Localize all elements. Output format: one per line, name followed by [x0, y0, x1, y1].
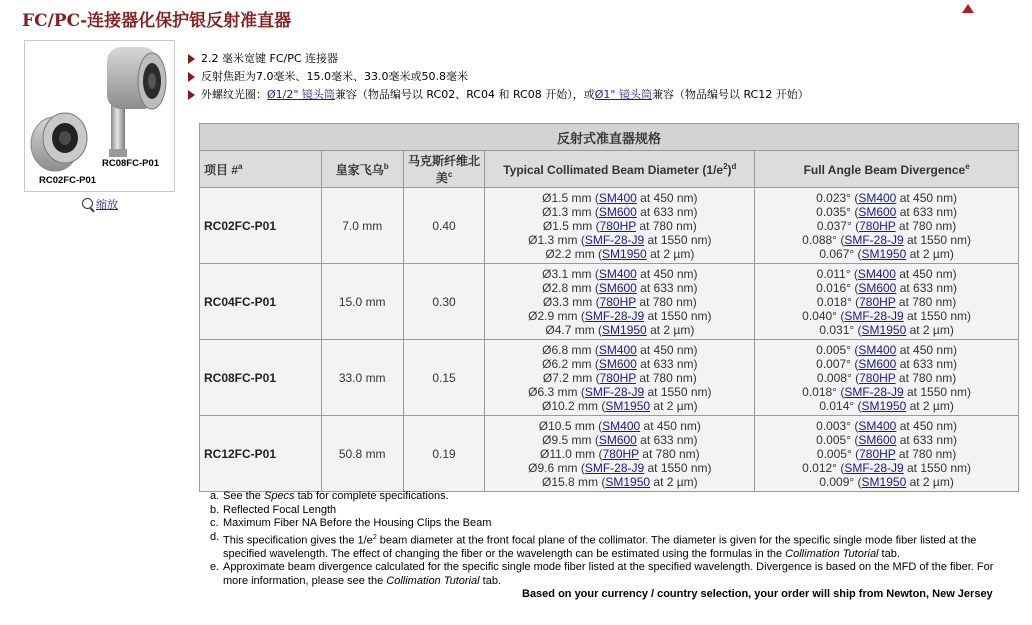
- fiber-link[interactable]: SM400: [598, 190, 637, 205]
- spec-line: Ø6.2 mm (SM600 at 633 nm): [542, 356, 698, 371]
- table-row: [200, 188, 1019, 264]
- cell-divergence: [755, 188, 1019, 264]
- feature-item: [188, 68, 809, 86]
- fiber-link[interactable]: SM1950: [861, 474, 907, 489]
- fiber-link[interactable]: 780HP: [602, 446, 639, 461]
- spec-line: Ø10.5 mm (SM400 at 450 nm): [538, 418, 701, 433]
- fiber-link[interactable]: 780HP: [859, 446, 896, 461]
- spec-line: 0.008° (780HP at 780 nm): [816, 370, 957, 385]
- cell-beam-diameter: [485, 188, 755, 264]
- table-caption: 反射式准直器规格: [200, 124, 1019, 151]
- spec-line: 0.009° (SM1950 at 2 µm): [819, 474, 954, 489]
- one-inch-lens-tube-link[interactable]: Ø1" 镜头筒: [594, 88, 652, 101]
- spec-line: Ø2.2 mm (SM1950 at 2 µm): [545, 246, 695, 261]
- fiber-link[interactable]: 780HP: [859, 218, 896, 233]
- fiber-link[interactable]: SMF-28-J9: [584, 460, 645, 475]
- magnifier-icon: [82, 198, 93, 209]
- col-header-item: 项目 #$^a$: [200, 151, 322, 188]
- bullet-arrow-icon: [188, 54, 195, 64]
- fiber-link[interactable]: SM600: [598, 204, 637, 219]
- fiber-link[interactable]: SM1950: [861, 322, 907, 337]
- spec-line: 0.031° (SM1950 at 2 µm): [819, 322, 954, 337]
- cell-fiber-na: 0.15: [403, 340, 485, 416]
- spec-line: 0.037° (780HP at 780 nm): [816, 218, 957, 233]
- spec-line: Ø1.3 mm (SMF-28-J9 at 1550 nm): [528, 232, 712, 247]
- cell-focal-length: 7.0 mm: [321, 188, 403, 264]
- fiber-link[interactable]: 780HP: [599, 218, 637, 233]
- fiber-link[interactable]: SM1950: [602, 246, 647, 261]
- product-photo[interactable]: [24, 40, 175, 192]
- photo-label-rc08: RC08FC-P01: [102, 158, 160, 169]
- cell-beam-diameter: [485, 340, 755, 416]
- fiber-link[interactable]: SM600: [598, 356, 637, 371]
- fiber-link[interactable]: SMF-28-J9: [844, 308, 904, 323]
- feature-text: 外螺纹光圈：: [201, 88, 267, 101]
- fiber-link[interactable]: SM400: [858, 190, 897, 205]
- spec-line: 0.012° (SMF-28-J9 at 1550 nm): [802, 460, 972, 475]
- footnotes: [210, 490, 1000, 588]
- spec-line: 0.018° (SMF-28-J9 at 1550 nm): [802, 384, 972, 399]
- footnote-d: d. This specification gives the $1/e^2$ beam diameter at the front focal plane of the collimator. The diameter is given for the specific single mode fiber listed at the specified wavelength. The effect of changing the fiber or the wavelength can be estimated using the formulas in the Collimation Tutorial tab.: [210, 530, 977, 560]
- spec-line: Ø6.8 mm (SM400 at 450 nm): [542, 342, 698, 357]
- footnote-b: b. Reflected Focal Length: [210, 503, 337, 516]
- fiber-link[interactable]: SM600: [858, 204, 897, 219]
- feature-text: 兼容（物品编号以 RC02、RC04 和 RC08 开始），或: [334, 88, 595, 101]
- fiber-link[interactable]: SM400: [858, 342, 897, 357]
- fiber-link[interactable]: SMF-28-J9: [844, 232, 904, 247]
- cell-fiber-na: 0.40: [403, 188, 485, 264]
- spec-line: Ø7.2 mm (780HP at 780 nm): [542, 370, 697, 385]
- feature-item: [188, 50, 809, 68]
- spec-line: Ø6.3 mm (SMF-28-J9 at 1550 nm): [528, 384, 712, 399]
- cell-divergence: [755, 264, 1019, 340]
- fiber-link[interactable]: SM600: [858, 432, 897, 447]
- spec-table: [199, 123, 1019, 492]
- cell-fiber-na: 0.30: [403, 264, 485, 340]
- table-row: [200, 264, 1019, 340]
- spec-line: 0.023° (SM400 at 450 nm): [816, 190, 958, 205]
- spec-line: 0.016° (SM600 at 633 nm): [816, 280, 958, 295]
- spec-line: Ø2.8 mm (SM600 at 633 nm): [542, 280, 698, 295]
- fiber-link[interactable]: 780HP: [859, 370, 896, 385]
- spec-line: 0.007° (SM600 at 633 nm): [816, 356, 958, 371]
- col-header-focal-length: 皇家飞乌$^b$: [321, 151, 403, 188]
- spec-line: 0.067° (SM1950 at 2 µm): [819, 246, 954, 261]
- fiber-link[interactable]: SM1950: [605, 398, 651, 413]
- fiber-link[interactable]: SM400: [598, 342, 637, 357]
- fiber-link[interactable]: 780HP: [859, 294, 896, 309]
- fiber-link[interactable]: SM600: [598, 432, 637, 447]
- spec-line: 0.005° (780HP at 780 nm): [816, 446, 957, 461]
- spec-line: Ø10.2 mm (SM1950 at 2 µm): [542, 398, 698, 413]
- spec-line: Ø3.1 mm (SM400 at 450 nm): [542, 266, 698, 281]
- spec-line: 0.035° (SM600 at 633 nm): [816, 204, 958, 219]
- table-row: [200, 416, 1019, 492]
- bullet-arrow-icon: [188, 72, 195, 82]
- fiber-link[interactable]: SM1950: [861, 246, 907, 261]
- fiber-link[interactable]: SM400: [858, 418, 897, 433]
- cell-item-number: RC02FC-P01: [200, 188, 322, 264]
- back-to-top-arrow-icon[interactable]: [962, 4, 974, 13]
- spec-line: Ø2.9 mm (SMF-28-J9 at 1550 nm): [528, 308, 712, 323]
- fiber-link[interactable]: 780HP: [599, 294, 637, 309]
- feature-item: [188, 86, 809, 104]
- cell-focal-length: 50.8 mm: [321, 416, 403, 492]
- fiber-link[interactable]: SMF-28-J9: [584, 384, 645, 399]
- spec-line: Ø1.5 mm (SM400 at 450 nm): [542, 190, 698, 205]
- cell-divergence: [755, 416, 1019, 492]
- spec-line: 0.011° (SM400 at 450 nm): [816, 266, 957, 281]
- fiber-link[interactable]: SM1950: [602, 322, 647, 337]
- fiber-link[interactable]: SMF-28-J9: [844, 384, 904, 399]
- footnote-c: c. Maximum Fiber NA Before the Housing Clips the Beam: [210, 517, 492, 529]
- fiber-link[interactable]: SM400: [857, 266, 896, 281]
- fiber-link[interactable]: SM600: [598, 280, 637, 295]
- bullet-arrow-icon: [188, 90, 195, 100]
- spec-line: 0.040° (SMF-28-J9 at 1550 nm): [802, 308, 972, 323]
- cell-beam-diameter: [485, 416, 755, 492]
- spec-line: Ø9.6 mm (SMF-28-J9 at 1550 nm): [528, 460, 712, 475]
- cell-focal-length: 33.0 mm: [321, 340, 403, 416]
- spec-line: Ø1.5 mm (780HP at 780 nm): [542, 218, 697, 233]
- spec-line: Ø15.8 mm (SM1950 at 2 µm): [542, 474, 698, 489]
- zoom-control[interactable]: [82, 196, 118, 212]
- col-header-fiber-na: 马克斯纤维北美$^c$: [403, 151, 485, 188]
- table-row: [200, 340, 1019, 416]
- feature-text: 反射焦距为7.0毫米、15.0毫米、33.0毫米或50.8毫米: [201, 70, 468, 83]
- spec-line: 0.005° (SM600 at 633 nm): [816, 432, 958, 447]
- spec-line: Ø9.5 mm (SM600 at 633 nm): [542, 432, 698, 447]
- cell-divergence: [755, 340, 1019, 416]
- cell-beam-diameter: [485, 264, 755, 340]
- spec-line: Ø3.3 mm (780HP at 780 nm): [542, 294, 697, 309]
- fiber-link[interactable]: SMF-28-J9: [584, 232, 645, 247]
- spec-line: 0.003° (SM400 at 450 nm): [816, 418, 958, 433]
- cell-focal-length: 15.0 mm: [321, 264, 403, 340]
- fiber-link[interactable]: SM400: [598, 266, 637, 281]
- spec-line: 0.088° (SMF-28-J9 at 1550 nm): [802, 232, 972, 247]
- spec-line: 0.005° (SM400 at 450 nm): [816, 342, 958, 357]
- col-header-beam-diameter: Typical Collimated Beam Diameter $(1/e^2)^d$: [485, 151, 755, 188]
- cell-item-number: RC08FC-P01: [200, 340, 322, 416]
- feature-text: 2.2 毫米宽键 FC/PC 连接器: [201, 52, 339, 65]
- footnote-a: a. See the Specs tab for complete specifications.: [210, 490, 449, 502]
- cell-fiber-na: 0.19: [403, 416, 485, 492]
- fiber-link[interactable]: SM400: [602, 418, 641, 433]
- fiber-link[interactable]: SMF-28-J9: [584, 308, 645, 323]
- photo-label-rc02: RC02FC-P01: [39, 175, 97, 186]
- fiber-link[interactable]: SM600: [858, 280, 897, 295]
- half-inch-lens-tube-link[interactable]: Ø1/2" 镜头筒: [267, 88, 335, 101]
- fiber-link[interactable]: SM1950: [605, 474, 651, 489]
- page-title: FC/PC-连接器化保护银反射准直器: [22, 11, 292, 31]
- col-header-divergence: Full Angle Beam Divergence$^e$: [755, 151, 1019, 188]
- spec-line: 0.018° (780HP at 780 nm): [816, 294, 957, 309]
- spec-line: 0.014° (SM1950 at 2 µm): [819, 398, 954, 413]
- footnote-e: e. Approximate beam divergence calculated for the specific single mode fiber listed at the specified wavelength. Divergence is based on the MFD of the fiber. For more information, please see the Collimation Tutorial tab.: [210, 561, 994, 587]
- fiber-link[interactable]: SM600: [858, 356, 897, 371]
- spec-line: Ø4.7 mm (SM1950 at 2 µm): [545, 322, 695, 337]
- cell-item-number: RC04FC-P01: [200, 264, 322, 340]
- fiber-link[interactable]: 780HP: [599, 370, 637, 385]
- spec-line: Ø11.0 mm (780HP at 780 nm): [540, 446, 700, 461]
- feature-list: [188, 50, 809, 104]
- zoom-link[interactable]: 缩放: [96, 198, 118, 211]
- feature-text: 兼容（物品编号以 RC12 开始）: [651, 88, 809, 101]
- table-header-row: [200, 151, 1019, 188]
- shipping-note: Based on your currency / country selection, your order will ship from Newton, New Jersey: [522, 588, 993, 600]
- fiber-link[interactable]: SM1950: [861, 398, 907, 413]
- cell-item-number: RC12FC-P01: [200, 416, 322, 492]
- spec-line: Ø1.3 mm (SM600 at 633 nm): [542, 204, 698, 219]
- fiber-link[interactable]: SMF-28-J9: [844, 460, 904, 475]
